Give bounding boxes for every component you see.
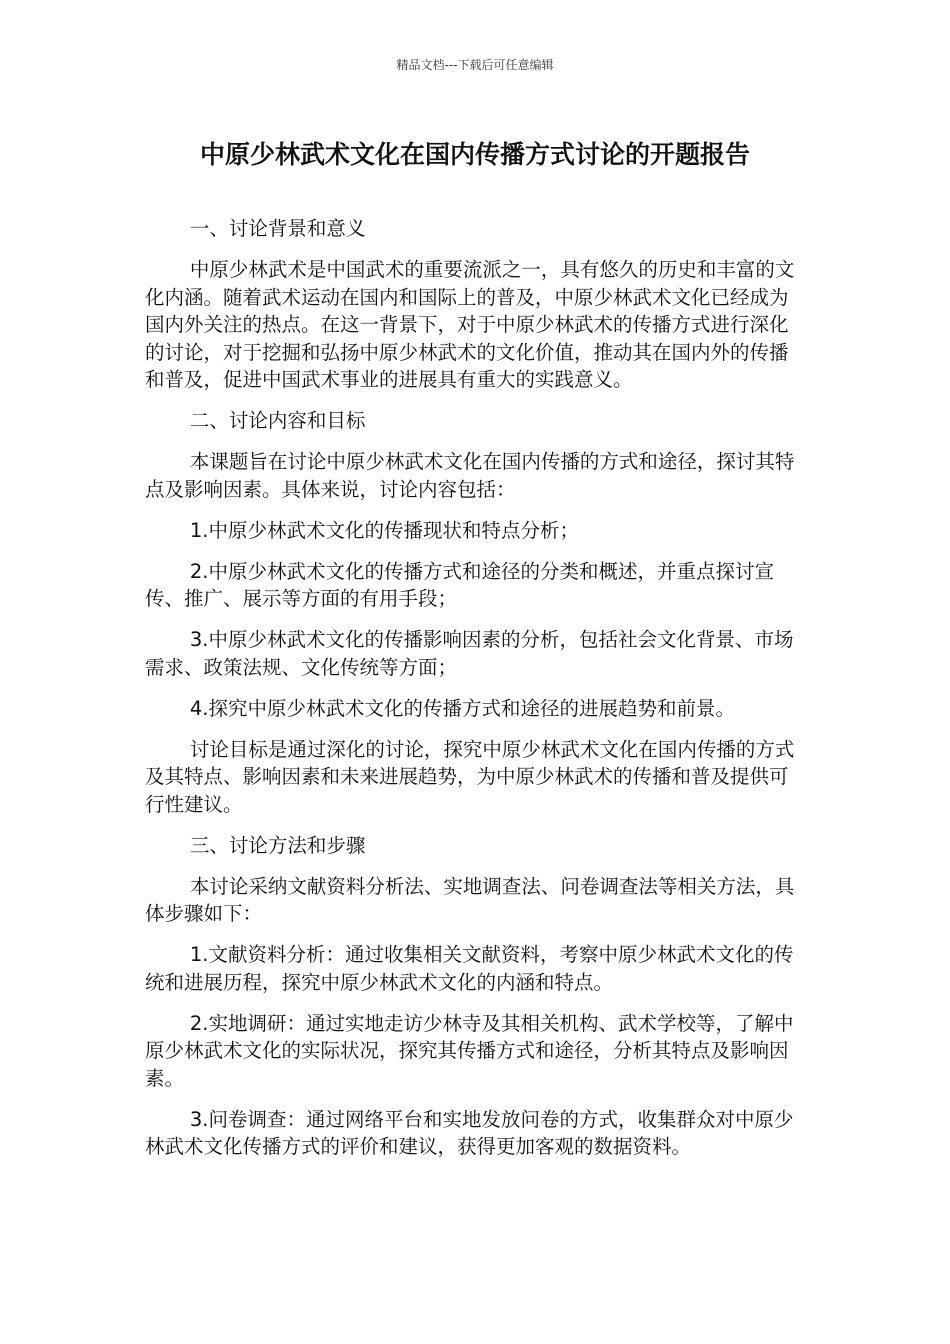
paragraph-background: 中原少林武术是中国武术的重要流派之一，具有悠久的历史和丰富的文化内涵。随着武术运动在国内和国际上的普及，中原少林武术文化已经成为国内外关注的热点。在这一背景下，对于中原少林武术的传播方式进行深化的讨论，对于挖掘和弘扬中原少林武术的文化价值，推动其在国内外的传播和普及，促进中国武术事业的进展具有重大的实践意义。: [145, 258, 795, 391]
paragraph-content-intro: 本课题旨在讨论中原少林武术文化在国内传播的方式和途径，探讨其特点及影响因素。具体来说，讨论内容包括：: [145, 450, 795, 501]
paragraph-method-intro: 本讨论采纳文献资料分析法、实地调查法、问卷调查法等相关方法，具体步骤如下：: [145, 874, 795, 925]
document-body: [145, 215, 805, 1174]
section-heading-2: 二、讨论内容和目标: [189, 409, 366, 432]
section-heading-1: 一、讨论背景和意义: [189, 217, 366, 240]
list-item-step-2: 2.实地调研：通过实地走访少林寺及其相关机构、武术学校等，了解中原少林武术文化的实际状况，探究其传播方式和途径，分析其特点及影响因素。: [145, 1011, 794, 1090]
list-item-content-1: 1.中原少林武术文化的传播现状和特点分析；: [189, 518, 579, 542]
list-item-step-3: 3.问卷调查：通过网络平台和实地发放问卷的方式，收集群众对中原少林武术文化传播方式的评价和建议，获得更加客观的数据资料。: [145, 1107, 794, 1158]
list-item-content-4: 4.探究中原少林武术文化的传播方式和途径的进展趋势和前景。: [189, 696, 735, 720]
list-item-step-1: 1.文献资料分析：通过收集相关文献资料，考察中原少林武术文化的传统和进展历程，探究中原少林武术文化的内涵和特点。: [145, 943, 794, 994]
document-title: 中原少林武术文化在国内传播方式讨论的开题报告: [199, 140, 750, 169]
paragraph-goal: 讨论目标是通过深化的讨论，探究中原少林武术文化在国内传播的方式及其特点、影响因素和未来进展趋势，为中原少林武术的传播和普及提供可行性建议。: [145, 737, 795, 816]
list-item-content-2: 2.中原少林武术文化的传播方式和途径的分类和概述，并重点探讨宣传、推广、展示等方面的有用手段；: [145, 559, 774, 610]
list-item-content-3: 3.中原少林武术文化的传播影响因素的分析，包括社会文化背景、市场需求、政策法规、文化传统等方面；: [145, 628, 794, 679]
header-note: 精品文档---下载后可任意编辑: [396, 58, 554, 72]
section-heading-3: 三、讨论方法和步骤: [189, 833, 366, 857]
